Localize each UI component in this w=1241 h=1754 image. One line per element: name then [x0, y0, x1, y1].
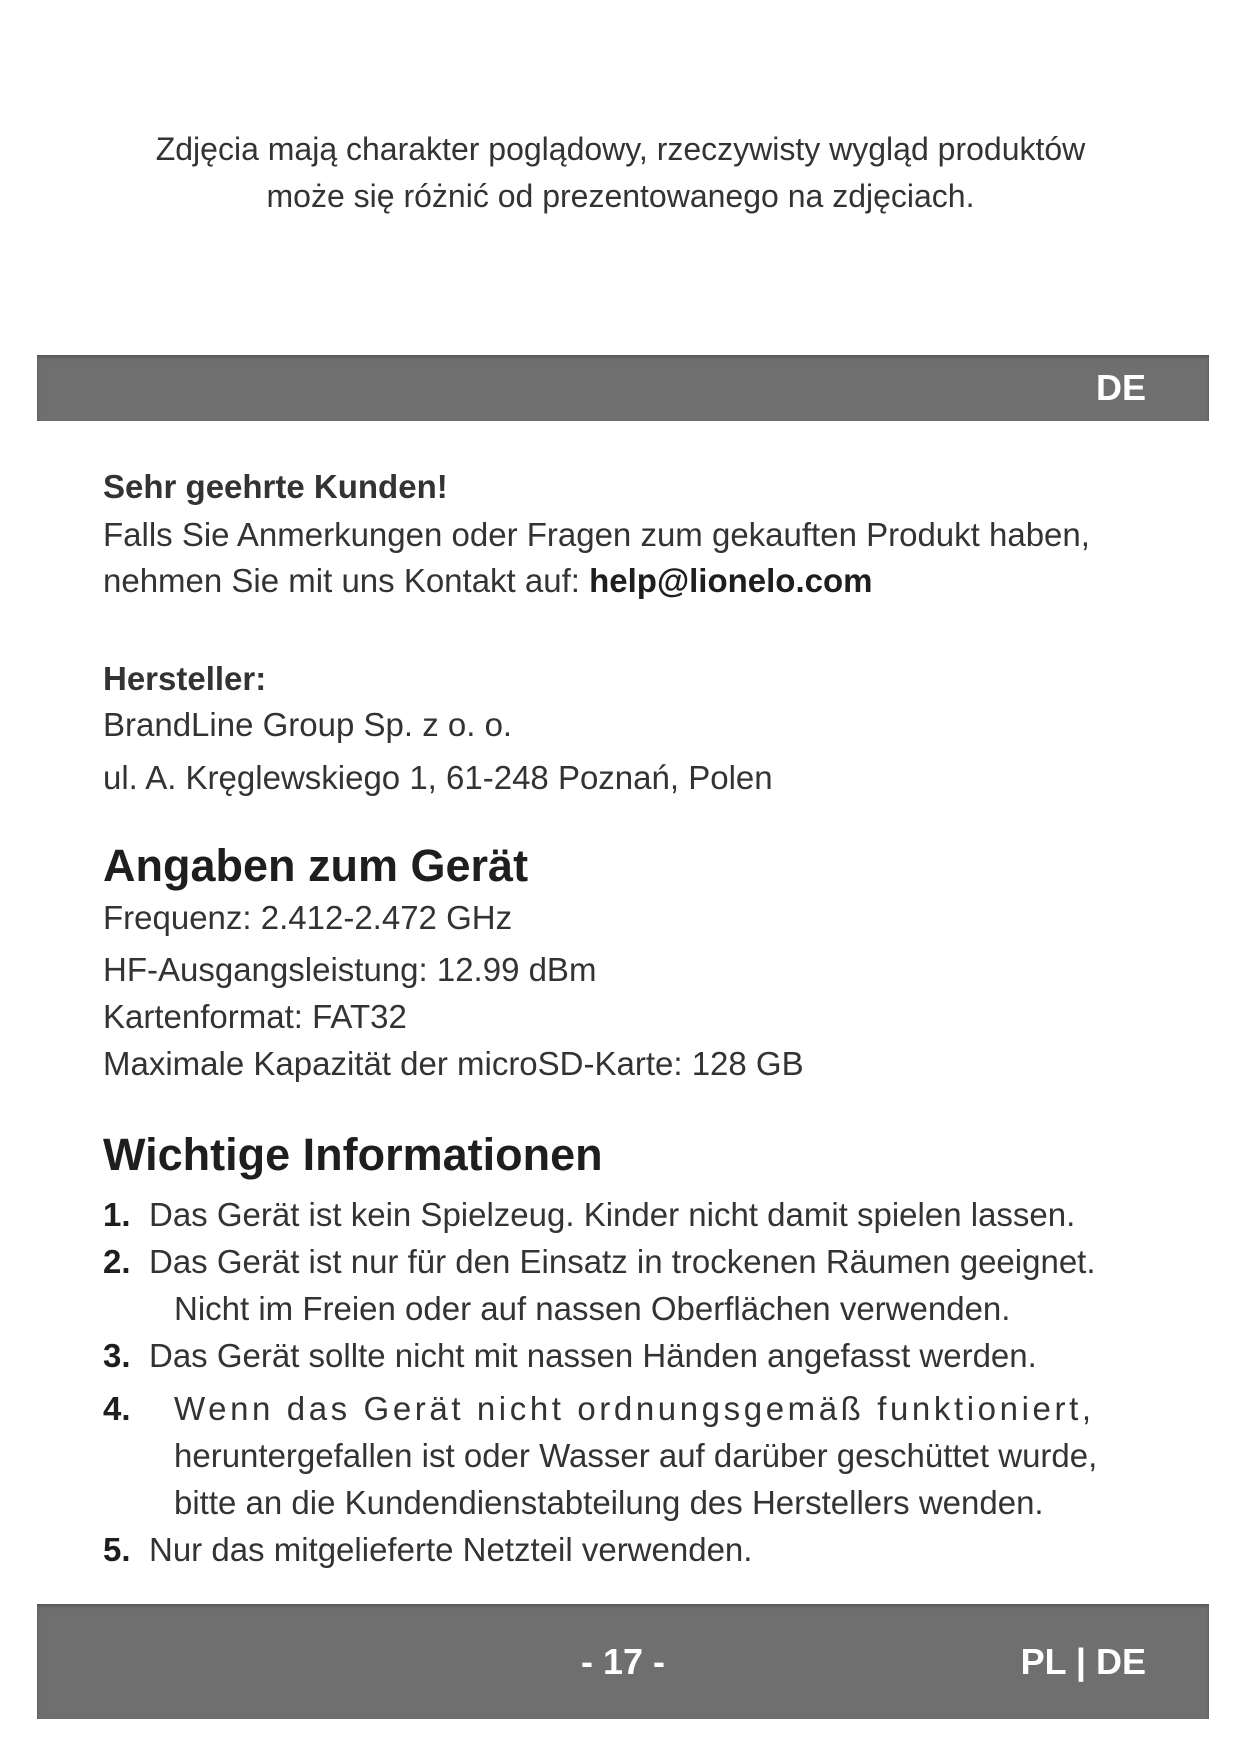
greeting-title: Sehr geehrte Kunden! — [103, 468, 448, 505]
list-item-text: Nicht im Freien oder auf nassen Oberflächen verwenden. — [174, 1290, 1011, 1327]
list-item-text: Das Gerät sollte nicht mit nassen Händen angefasst werden. — [149, 1337, 1037, 1374]
language-code: DE — [1095, 367, 1146, 408]
list-item-text: Das Gerät ist nur für den Einsatz in trockenen Räumen geeignet. — [149, 1243, 1096, 1280]
list-number: 5. — [103, 1531, 131, 1568]
list-item-text: Wenn das Gerät nicht ordnungsgemäß funktioniert, — [174, 1390, 1095, 1427]
device-info-line: Kartenformat: FAT32 — [103, 998, 407, 1035]
list-item-text: Nur das mitgelieferte Netzteil verwenden. — [149, 1531, 753, 1568]
image-disclaimer — [0, 126, 1241, 220]
device-info-heading: Angaben zum Gerät — [103, 840, 529, 891]
contact-email[interactable]: help@lionelo.com — [589, 562, 873, 599]
page-footer — [37, 1604, 1209, 1719]
list-number: 1. — [103, 1196, 131, 1233]
language-header-bar — [37, 355, 1209, 421]
greeting-line-2 — [103, 562, 872, 600]
list-number: 2. — [103, 1243, 131, 1280]
greeting-line-1: Falls Sie Anmerkungen oder Fragen zum gekauften Produkt haben, — [103, 516, 1090, 553]
disclaimer-line-2: może się różnić od prezentowanego na zdjęciach. — [266, 178, 975, 214]
page-number: - 17 - — [580, 1641, 666, 1682]
footer-languages: PL | DE — [1020, 1641, 1146, 1682]
device-info-line: HF-Ausgangsleistung: 12.99 dBm — [103, 951, 597, 988]
disclaimer-line-1: Zdjęcia mają charakter poglądowy, rzeczywisty wygląd produktów — [155, 131, 1086, 167]
device-info-line: Maximale Kapazität der microSD-Karte: 128 GB — [103, 1045, 804, 1082]
important-heading: Wichtige Informationen — [103, 1129, 603, 1180]
manufacturer-address: ul. A. Kręglewskiego 1, 61-248 Poznań, Polen — [103, 759, 773, 796]
list-item-text: Das Gerät ist kein Spielzeug. Kinder nicht damit spielen lassen. — [149, 1196, 1076, 1233]
manufacturer-label: Hersteller: — [103, 660, 267, 697]
list-item-text: heruntergefallen ist oder Wasser auf darüber geschüttet wurde, — [174, 1437, 1098, 1474]
list-number: 4. — [103, 1390, 131, 1427]
list-item-text: bitte an die Kundendienstabteilung des Herstellers wenden. — [174, 1484, 1044, 1521]
contact-prefix: nehmen Sie mit uns Kontakt auf: — [103, 562, 590, 599]
list-number: 3. — [103, 1337, 131, 1374]
device-info-line: Frequenz: 2.412-2.472 GHz — [103, 899, 513, 936]
manufacturer-name: BrandLine Group Sp. z o. o. — [103, 706, 513, 743]
